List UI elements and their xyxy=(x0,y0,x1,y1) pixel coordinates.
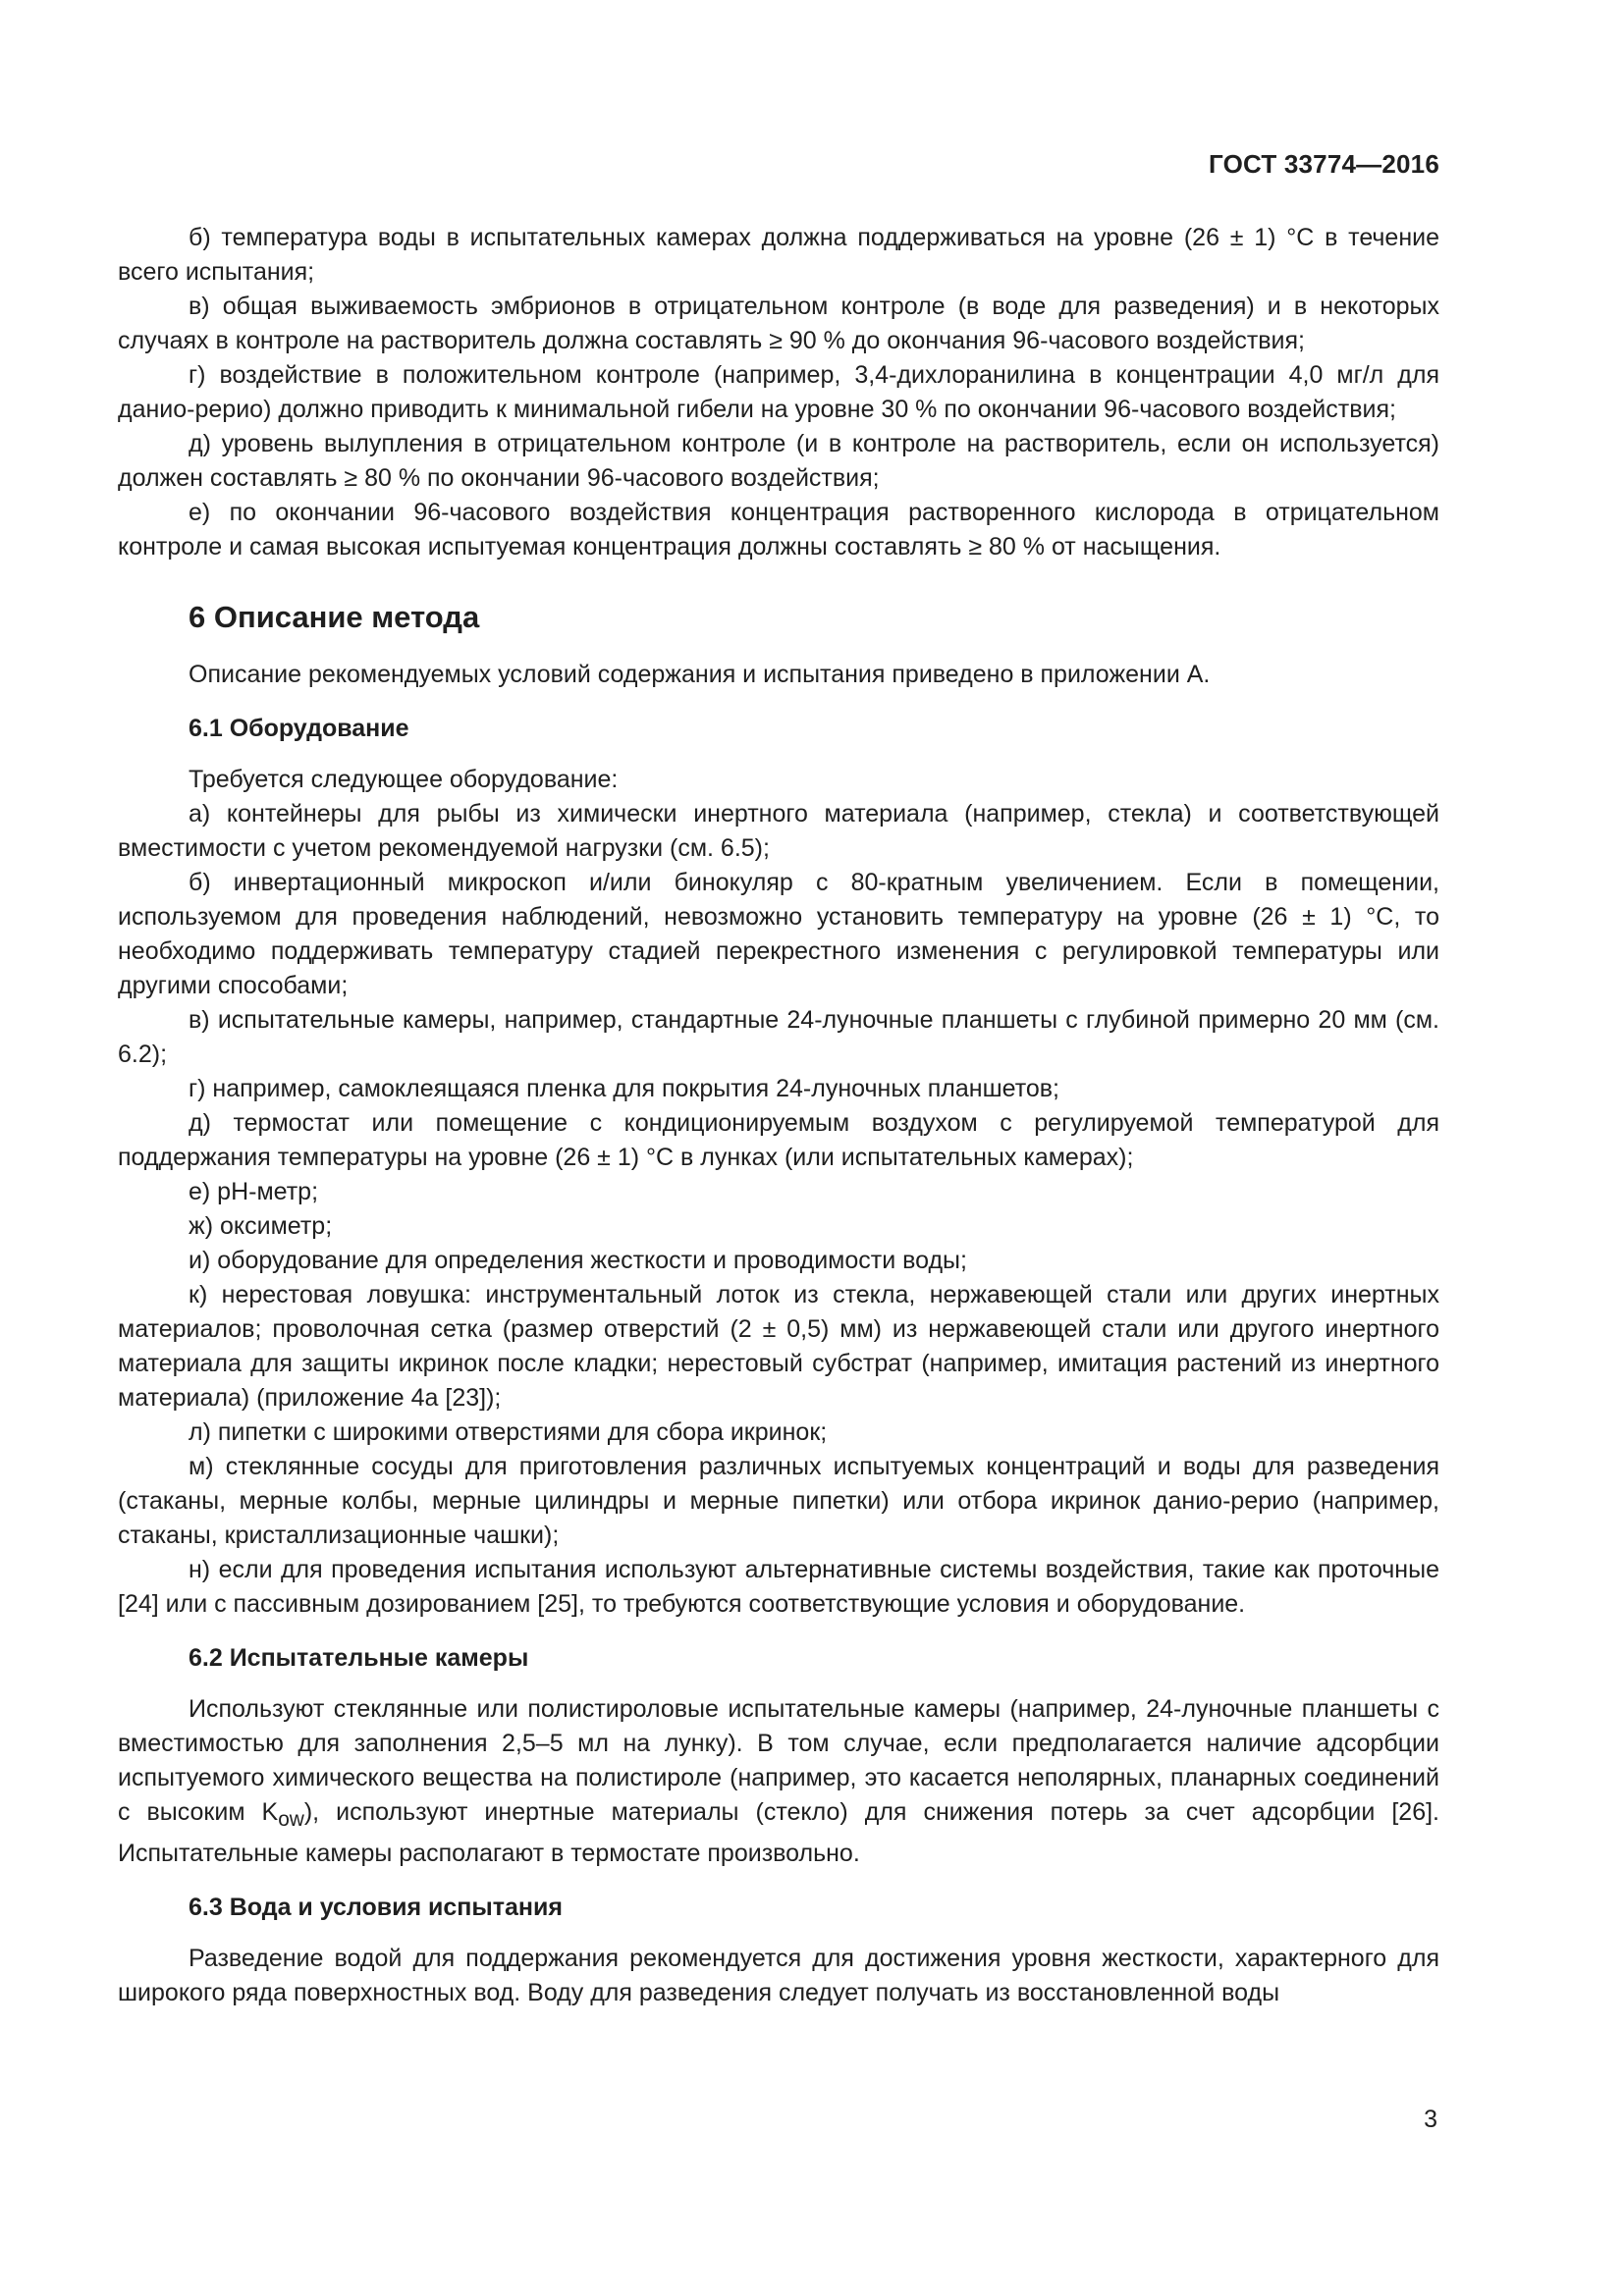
list-item: д) уровень вылупления в отрицательном контроле (и в контроле на растворитель, если он используется) должен составлять ≥ 80 % по окончании 96-часового воздействия; xyxy=(118,430,1439,492)
list-item: д) термостат или помещение с кондиционируемым воздухом с регулируемой температурой для поддержания температуры на уровне (26 ± 1) °C в лунках (или испытательных камерах); xyxy=(118,1109,1439,1171)
paragraph-text: ), используют инертные материалы (стекло) для снижения потерь за счет адсорбции [26]. Испытательные камеры располагают в термостате произвольно. xyxy=(118,1798,1439,1867)
list-item: в) общая выживаемость эмбрионов в отрицательном контроле (в воде для разведения) и в некоторых случаях в контроле на растворитель должна составлять ≥ 90 % до окончания 96-часового воздействия; xyxy=(118,293,1439,354)
list-item: б) температура воды в испытательных камерах должна поддерживаться на уровне (26 ± 1) °C в течение всего испытания; xyxy=(118,224,1439,286)
list-item: и) оборудование для определения жесткости и проводимости воды; xyxy=(189,1247,967,1274)
list-item: г) воздействие в положительном контроле (например, 3,4-дихлоранилина в концентрации 4,0 мг/л для данио-рерио) должно приводить к минимальной гибели на уровне 30 % по окончании 96-часового воздействия; xyxy=(118,361,1439,423)
section-heading: 6 Описание метода xyxy=(189,600,480,634)
paragraph: Описание рекомендуемых условий содержания и испытания приведено в приложении А. xyxy=(189,661,1211,688)
document-header: ГОСТ 33774—2016 xyxy=(1209,149,1439,179)
list-item: г) например, самоклеящаяся пленка для покрытия 24-луночных планшетов; xyxy=(189,1075,1059,1102)
subscript-text: ow xyxy=(278,1808,304,1831)
document-body xyxy=(118,221,1439,2010)
list-item: в) испытательные камеры, например, стандартные 24-луночные планшеты с глубиной примерно 20 мм (см. 6.2); xyxy=(118,1006,1439,1068)
paragraph: Разведение водой для поддержания рекомендуется для достижения уровня жесткости, характерного для широкого ряда поверхностных вод. Воду для разведения следует получать из восстановленной воды xyxy=(118,1945,1439,2006)
list-item: е) pH-метр; xyxy=(189,1178,319,1205)
paragraph xyxy=(118,1692,1439,1871)
paragraph-text: Используют стеклянные или полистироловые испытательные камеры (например, 24-луночные планшеты с вместимостью для заполнения 2,5–5 мл на лунку). В том случае, если предполагается наличие адсорбции испытуемого химического вещества на полистироле (например, это касается неполярных, планарных соединений с высоким K xyxy=(118,1695,1439,1826)
list-item: к) нерестовая ловушка: инструментальный лоток из стекла, нержавеющей стали или других инертных материалов; проволочная сетка (размер отверстий (2 ± 0,5) мм) из нержавеющей стали или другого инертного материала для защиты икринок после кладки; нерестовый субстрат (например, имитация растений из инертного материала) (приложение 4а [23]); xyxy=(118,1281,1439,1412)
page-number: 3 xyxy=(1424,2106,1437,2133)
subsection-heading: 6.1 Оборудование xyxy=(189,715,409,742)
subsection-heading: 6.2 Испытательные камеры xyxy=(189,1644,529,1672)
list-item: е) по окончании 96-часового воздействия концентрация растворенного кислорода в отрицательном контроле и самая высокая испытуемая концентрация должны составлять ≥ 80 % от насыщения. xyxy=(118,499,1439,561)
list-item: б) инвертационный микроскоп и/или бинокуляр с 80-кратным увеличением. Если в помещении, используемом для проведения наблюдений, невозможно установить температуру на уровне (26 ± 1) °C, то необходимо поддерживать температуру стадией перекрестного изменения с регулировкой температуры или другими способами; xyxy=(118,869,1439,999)
list-item: н) если для проведения испытания используют альтернативные системы воздействия, такие как проточные [24] или с пассивным дозированием [25], то требуются соответствующие условия и оборудование. xyxy=(118,1556,1439,1618)
list-item: л) пипетки с широкими отверстиями для сбора икринок; xyxy=(189,1418,828,1446)
subsection-heading: 6.3 Вода и условия испытания xyxy=(189,1894,563,1921)
list-item: а) контейнеры для рыбы из химически инертного материала (например, стекла) и соответствующей вместимости с учетом рекомендуемой нагрузки (см. 6.5); xyxy=(118,800,1439,862)
list-item: м) стеклянные сосуды для приготовления различных испытуемых концентраций и воды для разведения (стаканы, мерные колбы, мерные цилиндры и мерные пипетки) или отбора икринок данио-рерио (например, стаканы, кристаллизационные чашки); xyxy=(118,1453,1439,1549)
paragraph: Требуется следующее оборудование: xyxy=(189,766,619,793)
list-item: ж) оксиметр; xyxy=(189,1212,333,1240)
